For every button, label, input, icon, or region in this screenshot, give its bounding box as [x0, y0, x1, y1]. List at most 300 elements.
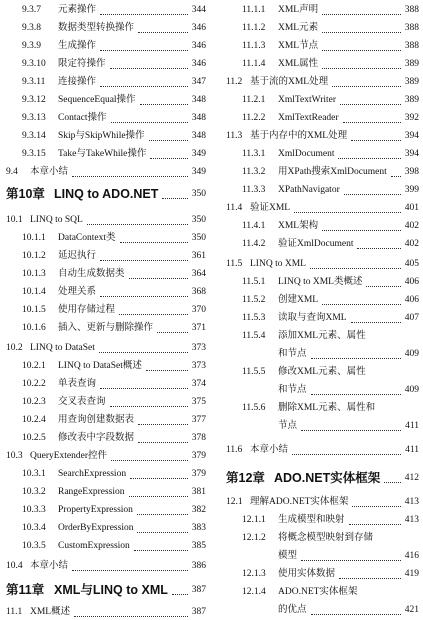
toc-page-number: 388	[404, 41, 419, 51]
toc-page-number: 409	[404, 349, 419, 359]
toc-section-title: 插入、更新与删除操作	[58, 323, 154, 333]
toc-dot-leader	[332, 76, 401, 87]
toc-entry-row	[6, 484, 206, 500]
toc-section-title: XML声明	[278, 5, 319, 15]
toc-dot-leader	[129, 268, 188, 279]
toc-section-number: 11.5.2	[242, 295, 266, 305]
toc-section-number: 10.2.1	[22, 361, 46, 371]
toc-entry-row	[6, 110, 206, 126]
toc-entry-row	[6, 248, 206, 264]
toc-section-title: 读取与查询XML	[278, 313, 347, 323]
toc-section-number: 12.1.4	[242, 587, 266, 597]
toc-dot-leader	[120, 232, 188, 243]
toc-page-number: 394	[404, 131, 419, 141]
toc-page-number: 402	[404, 239, 419, 249]
toc-entry-row	[226, 548, 419, 564]
toc-dot-leader	[322, 58, 401, 69]
toc-section-title: XML元素	[278, 23, 319, 33]
toc-page-number: 388	[404, 5, 419, 15]
toc-entry-row	[226, 20, 419, 36]
toc-dot-leader	[339, 568, 401, 579]
toc-page-number: 347	[191, 77, 206, 87]
toc-dot-leader	[322, 220, 401, 231]
toc-dot-leader	[100, 4, 188, 15]
toc-dot-leader	[391, 166, 401, 177]
toc-dot-leader	[322, 22, 401, 33]
toc-dot-leader	[146, 360, 188, 371]
toc-section-number: 11.5.3	[242, 313, 266, 323]
toc-section-title: 单表查询	[58, 379, 97, 389]
toc-page-number: 386	[191, 561, 206, 571]
toc-entry-row	[226, 292, 419, 308]
toc-entry-row	[6, 394, 206, 410]
toc-section-title: 本章小结	[30, 167, 69, 177]
toc-dot-leader	[150, 148, 187, 159]
toc-section-number: 9.3.14	[22, 131, 46, 141]
toc-page-number: 350	[191, 233, 206, 243]
toc-section-title: SequenceEqual操作	[58, 95, 136, 105]
toc-section-title: 用查询创建数据表	[58, 415, 135, 425]
toc-entry-row	[6, 538, 206, 554]
toc-section-title: CustomExpression	[58, 541, 130, 551]
toc-dot-leader	[87, 214, 188, 225]
toc-dot-leader	[134, 540, 188, 551]
toc-dot-leader	[343, 112, 401, 123]
toc-dot-leader	[138, 414, 188, 425]
toc-entry-row	[226, 346, 419, 362]
toc-section-title: 自动生成数据类	[58, 269, 125, 279]
toc-entry-row	[226, 310, 419, 326]
toc-page-number: 346	[191, 23, 206, 33]
toc-section-number: 11.5.1	[242, 277, 266, 287]
toc-dot-leader	[74, 606, 188, 617]
toc-page-number: 348	[191, 95, 206, 105]
toc-dot-leader	[311, 348, 401, 359]
toc-dot-leader	[100, 378, 188, 389]
toc-page-number: 368	[191, 287, 206, 297]
toc-section-title: 处理关系	[58, 287, 97, 297]
toc-page-number: 419	[404, 569, 419, 579]
toc-section-title: 生成模型和映射	[278, 515, 345, 525]
toc-entry-row	[226, 494, 419, 510]
toc-entry-row	[6, 320, 206, 336]
toc-section-number: 第11章	[6, 583, 45, 597]
toc-section-number: 11.6	[226, 445, 243, 455]
toc-page-number: 346	[191, 41, 206, 51]
toc-section-number: 10.1.3	[22, 269, 46, 279]
toc-entry-row	[6, 430, 206, 446]
toc-page-number: 377	[191, 415, 206, 425]
toc-section-title: SearchExpression	[58, 469, 127, 479]
toc-section-number: 12.1.3	[242, 569, 266, 579]
toc-section-title: 将概念模型映射到存储	[278, 533, 374, 543]
toc-dot-leader	[352, 496, 400, 507]
toc-dot-leader	[100, 40, 188, 51]
toc-section-number: 11.1.1	[242, 5, 266, 15]
toc-section-title: XmlDocument	[278, 149, 335, 159]
toc-section-number: 11.1.2	[242, 23, 266, 33]
toc-entry-row	[226, 382, 419, 398]
toc-entry-row	[6, 412, 206, 428]
toc-dot-leader	[162, 188, 187, 199]
toc-dot-leader	[149, 130, 188, 141]
toc-entry-row	[6, 2, 206, 18]
toc-section-title: 延迟执行	[58, 251, 97, 261]
toc-section-number: 第10章	[6, 187, 45, 201]
toc-page-number: 346	[191, 59, 206, 69]
toc-section-number: 11.5.6	[242, 403, 266, 413]
toc-page-number: 381	[191, 487, 206, 497]
toc-entry-row	[226, 442, 419, 458]
toc-section-title: 交叉表查询	[58, 397, 106, 407]
toc-section-title: 修改XML元素、属性	[278, 367, 366, 377]
toc-section-number: 10.1	[6, 215, 23, 225]
toc-section-title: 和节点	[278, 385, 307, 395]
toc-section-number: 11.3	[226, 131, 243, 141]
toc-entry-row	[226, 236, 419, 252]
toc-dot-leader	[130, 468, 188, 479]
toc-dot-leader	[311, 604, 401, 615]
toc-page-number: 385	[191, 541, 206, 551]
toc-section-number: 11.1.4	[242, 59, 266, 69]
toc-dot-leader	[100, 250, 188, 261]
toc-entry-row	[226, 530, 419, 546]
toc-section-title: 本章小结	[30, 561, 69, 571]
toc-page-number: 387	[191, 585, 206, 595]
toc-entry-row	[226, 274, 419, 290]
toc-section-title: ADO.NET实体框架	[278, 587, 358, 597]
toc-dot-leader	[111, 450, 188, 461]
toc-section-number: 10.2	[6, 343, 23, 353]
toc-entry-row	[6, 56, 206, 72]
toc-dot-leader	[140, 94, 188, 105]
toc-section-title: LINQ to SQL	[30, 215, 83, 225]
toc-section-number: 10.2.3	[22, 397, 46, 407]
toc-section-title: 用XPath搜索XmlDocument	[278, 167, 387, 177]
toc-section-number: 9.4	[6, 167, 18, 177]
toc-page-number: 379	[191, 469, 206, 479]
toc-section-number: 9.3.10	[22, 59, 46, 69]
toc-page-number: 371	[191, 323, 206, 333]
toc-page-number: 398	[404, 167, 419, 177]
toc-section-title: 连接操作	[58, 77, 97, 87]
toc-chapter-row	[226, 470, 419, 486]
toc-entry-row	[6, 502, 206, 518]
toc-dot-leader	[322, 294, 401, 305]
toc-section-number: 11.4.2	[242, 239, 266, 249]
toc-section-number: 9.3.13	[22, 113, 46, 123]
toc-section-number: 11.5.4	[242, 331, 266, 341]
toc-entry-row	[6, 92, 206, 108]
toc-dot-leader	[338, 148, 400, 159]
toc-section-title: 节点	[278, 421, 298, 431]
toc-page-number: 373	[191, 343, 206, 353]
toc-dot-leader	[366, 276, 400, 287]
toc-page-number: 344	[191, 5, 206, 15]
toc-section-number: 10.1.2	[22, 251, 46, 261]
toc-entry-row	[6, 74, 206, 90]
toc-entry-row	[6, 230, 206, 246]
toc-dot-leader	[292, 444, 401, 455]
toc-page-number: 388	[404, 23, 419, 33]
toc-dot-leader	[310, 258, 401, 269]
toc-section-number: 11.4.1	[242, 221, 266, 231]
toc-section-number: 10.2.2	[22, 379, 46, 389]
toc-section-title: 基于内存中的XML处理	[250, 131, 348, 141]
toc-section-title: LINQ to DataSet	[30, 343, 95, 353]
toc-dot-leader	[322, 4, 401, 15]
toc-page-number: 370	[191, 305, 206, 315]
toc-page-number: 411	[405, 445, 419, 455]
toc-page-number: 379	[191, 451, 206, 461]
toc-entry-row	[226, 602, 419, 618]
toc-section-number: 12.1	[226, 497, 243, 507]
toc-entry-row	[6, 340, 206, 356]
toc-chapter-row	[6, 186, 206, 202]
toc-page-number: 348	[191, 113, 206, 123]
toc-page-number: 399	[404, 185, 419, 195]
toc-entry-row	[226, 92, 419, 108]
toc-page-number: 349	[191, 167, 206, 177]
toc-section-number: 9.3.8	[22, 23, 41, 33]
toc-section-title: 限定符操作	[58, 59, 106, 69]
toc-dot-leader	[344, 184, 401, 195]
toc-entry-row	[226, 328, 419, 344]
toc-section-title: 基于流的XML处理	[250, 77, 329, 87]
toc-section-title: LINQ to XML	[250, 259, 306, 269]
toc-section-title: 使用实体数据	[278, 569, 336, 579]
toc-section-number: 9.3.11	[22, 77, 46, 87]
toc-entry-row	[6, 558, 206, 574]
toc-page-number: 361	[191, 251, 206, 261]
toc-page-number: 374	[191, 379, 206, 389]
toc-section-number: 10.1.6	[22, 323, 46, 333]
toc-section-number: 11.2	[226, 77, 243, 87]
toc-page-number: 394	[404, 149, 419, 159]
toc-page-number: 411	[405, 421, 419, 431]
toc-entry-row	[226, 2, 419, 18]
toc-entry-row	[6, 520, 206, 536]
toc-dot-leader	[129, 486, 188, 497]
toc-entry-row	[226, 218, 419, 234]
toc-section-title: RangeExpression	[58, 487, 125, 497]
toc-dot-leader	[311, 384, 401, 395]
toc-page-number: 387	[191, 607, 206, 617]
toc-section-title: 数据类型转换操作	[58, 23, 135, 33]
toc-section-title: 验证XmlDocument	[278, 239, 354, 249]
toc-entry-row	[226, 512, 419, 528]
toc-entry-row	[6, 212, 206, 228]
toc-entry-row	[6, 448, 206, 464]
toc-dot-leader	[138, 432, 188, 443]
toc-section-number: 10.1.5	[22, 305, 46, 315]
toc-section-title: LINQ to XML类概述	[278, 277, 363, 287]
toc-chapter-row	[6, 582, 206, 598]
toc-section-number: 10.3	[6, 451, 23, 461]
toc-page-number: 412	[404, 473, 419, 483]
toc-page-number: 392	[404, 113, 419, 123]
toc-section-number: 10.3.4	[22, 523, 46, 533]
toc-entry-row	[226, 256, 419, 272]
toc-dot-leader	[110, 396, 188, 407]
toc-entry-row	[6, 20, 206, 36]
toc-section-number: 9.3.9	[22, 41, 41, 51]
toc-section-title: 的优点	[278, 605, 307, 615]
toc-dot-leader	[100, 286, 188, 297]
toc-section-title: XML架构	[278, 221, 319, 231]
toc-section-number: 10.3.2	[22, 487, 46, 497]
toc-page-number: 406	[404, 277, 419, 287]
toc-page-number: 350	[191, 215, 206, 225]
toc-section-number: 10.4	[6, 561, 23, 571]
toc-section-title: 验证XML	[250, 203, 291, 213]
toc-entry-row	[6, 376, 206, 392]
toc-section-number: 11.5	[226, 259, 243, 269]
toc-dot-leader	[351, 130, 401, 141]
toc-section-title: DataContext类	[58, 233, 116, 243]
toc-section-title: ADO.NET实体框架	[274, 471, 381, 485]
toc-page-number: 375	[191, 397, 206, 407]
toc-section-title: PropertyExpression	[58, 505, 133, 515]
toc-page-number: 389	[404, 95, 419, 105]
toc-section-title: 理解ADO.NET实体框架	[250, 497, 349, 507]
toc-section-title: 创建XML	[278, 295, 319, 305]
toc-dot-leader	[100, 76, 188, 87]
toc-page-number: 378	[191, 433, 206, 443]
toc-section-number: 9.3.12	[22, 95, 46, 105]
toc-dot-leader	[349, 514, 401, 525]
toc-entry-row	[226, 74, 419, 90]
toc-page-number: 401	[404, 203, 419, 213]
toc-section-number: 10.3.3	[22, 505, 46, 515]
toc-section-number: 12.1.1	[242, 515, 266, 525]
toc-entry-row	[6, 302, 206, 318]
toc-entry-row	[226, 38, 419, 54]
toc-dot-leader	[301, 550, 401, 561]
toc-section-title: 修改表中字段数据	[58, 433, 135, 443]
toc-section-title: 生成操作	[58, 41, 97, 51]
toc-page-number: 349	[191, 149, 206, 159]
toc-entry-row	[6, 38, 206, 54]
toc-section-title: 和节点	[278, 349, 307, 359]
toc-section-number: 9.3.7	[22, 5, 41, 15]
toc-dot-leader	[137, 522, 187, 533]
toc-section-title: 使用存储过程	[58, 305, 116, 315]
toc-section-title: XmlTextWriter	[278, 95, 337, 105]
toc-entry-row	[6, 266, 206, 282]
toc-section-title: LINQ to DataSet概述	[58, 361, 142, 371]
toc-section-number: 11.5.5	[242, 367, 266, 377]
toc-page-number: 350	[191, 189, 206, 199]
toc-section-number: 10.2.5	[22, 433, 46, 443]
toc-dot-leader	[322, 40, 401, 51]
toc-dot-leader	[301, 420, 401, 431]
toc-section-number: 11.2.2	[242, 113, 266, 123]
toc-section-title: XML概述	[30, 607, 71, 617]
toc-section-number: 10.3.1	[22, 469, 46, 479]
toc-page-number: 373	[191, 361, 206, 371]
toc-dot-leader	[119, 304, 188, 315]
toc-dot-leader	[72, 166, 188, 177]
toc-dot-leader	[294, 202, 401, 213]
toc-entry-row	[6, 284, 206, 300]
toc-entry-row	[226, 182, 419, 198]
toc-dot-leader	[110, 58, 188, 69]
toc-page-number: 389	[404, 59, 419, 69]
toc-entry-row	[226, 128, 419, 144]
toc-dot-leader	[357, 238, 400, 249]
toc-section-title: XML节点	[278, 41, 319, 51]
toc-section-title: LINQ to ADO.NET	[54, 187, 159, 201]
toc-entry-row	[6, 604, 206, 620]
toc-section-number: 第12章	[226, 471, 265, 485]
toc-section-title: QueryExtender控件	[30, 451, 108, 461]
toc-section-number: 10.1.4	[22, 287, 46, 297]
toc-section-title: XML与LINQ to XML	[54, 583, 168, 597]
toc-dot-leader	[137, 504, 188, 515]
toc-dot-leader	[172, 584, 188, 595]
toc-section-number: 9.3.15	[22, 149, 46, 159]
toc-section-title: Contact操作	[58, 113, 107, 123]
toc-page-number: 364	[191, 269, 206, 279]
toc-entry-row	[6, 164, 206, 180]
toc-dot-leader	[384, 472, 400, 483]
toc-page-number: 413	[404, 497, 419, 507]
toc-section-number: 12.1.2	[242, 533, 266, 543]
toc-entry-row	[226, 56, 419, 72]
toc-dot-leader	[72, 560, 188, 571]
toc-page-number: 413	[404, 515, 419, 525]
toc-section-title: 添加XML元素、属性	[278, 331, 366, 341]
toc-page-number: 348	[191, 131, 206, 141]
toc-section-title: XmlTextReader	[278, 113, 339, 123]
toc-entry-row	[226, 146, 419, 162]
toc-section-title: 模型	[278, 551, 298, 561]
toc-page-number: 383	[191, 523, 206, 533]
toc-dot-leader	[111, 112, 188, 123]
toc-section-title: 本章小结	[250, 445, 289, 455]
toc-section-title: XPathNavigator	[278, 185, 340, 195]
toc-entry-row	[226, 400, 419, 416]
toc-entry-row	[226, 584, 419, 600]
toc-section-number: 10.3.5	[22, 541, 46, 551]
toc-section-number: 11.1.3	[242, 41, 266, 51]
toc-entry-row	[226, 110, 419, 126]
toc-page-number: 416	[404, 551, 419, 561]
toc-section-title: XML属性	[278, 59, 319, 69]
toc-section-number: 11.3.1	[242, 149, 266, 159]
toc-entry-row	[6, 128, 206, 144]
toc-dot-leader	[340, 94, 401, 105]
toc-entry-row	[226, 200, 419, 216]
toc-page-number: 382	[191, 505, 206, 515]
toc-dot-leader	[351, 312, 401, 323]
toc-page-number: 402	[404, 221, 419, 231]
toc-section-title: OrderByExpression	[58, 523, 134, 533]
toc-entry-row	[6, 358, 206, 374]
toc-page-number: 409	[404, 385, 419, 395]
toc-section-number: 11.1	[6, 607, 23, 617]
toc-section-title: Take与TakeWhile操作	[58, 149, 147, 159]
toc-section-title: Skip与SkipWhile操作	[58, 131, 145, 141]
toc-entry-row	[226, 418, 419, 434]
toc-dot-leader	[138, 22, 188, 33]
toc-page-number: 406	[404, 295, 419, 305]
toc-page-number: 405	[404, 259, 419, 269]
toc-page-number: 407	[404, 313, 419, 323]
toc-section-title: 元素操作	[58, 5, 97, 15]
toc-section-number: 11.3.2	[242, 167, 266, 177]
